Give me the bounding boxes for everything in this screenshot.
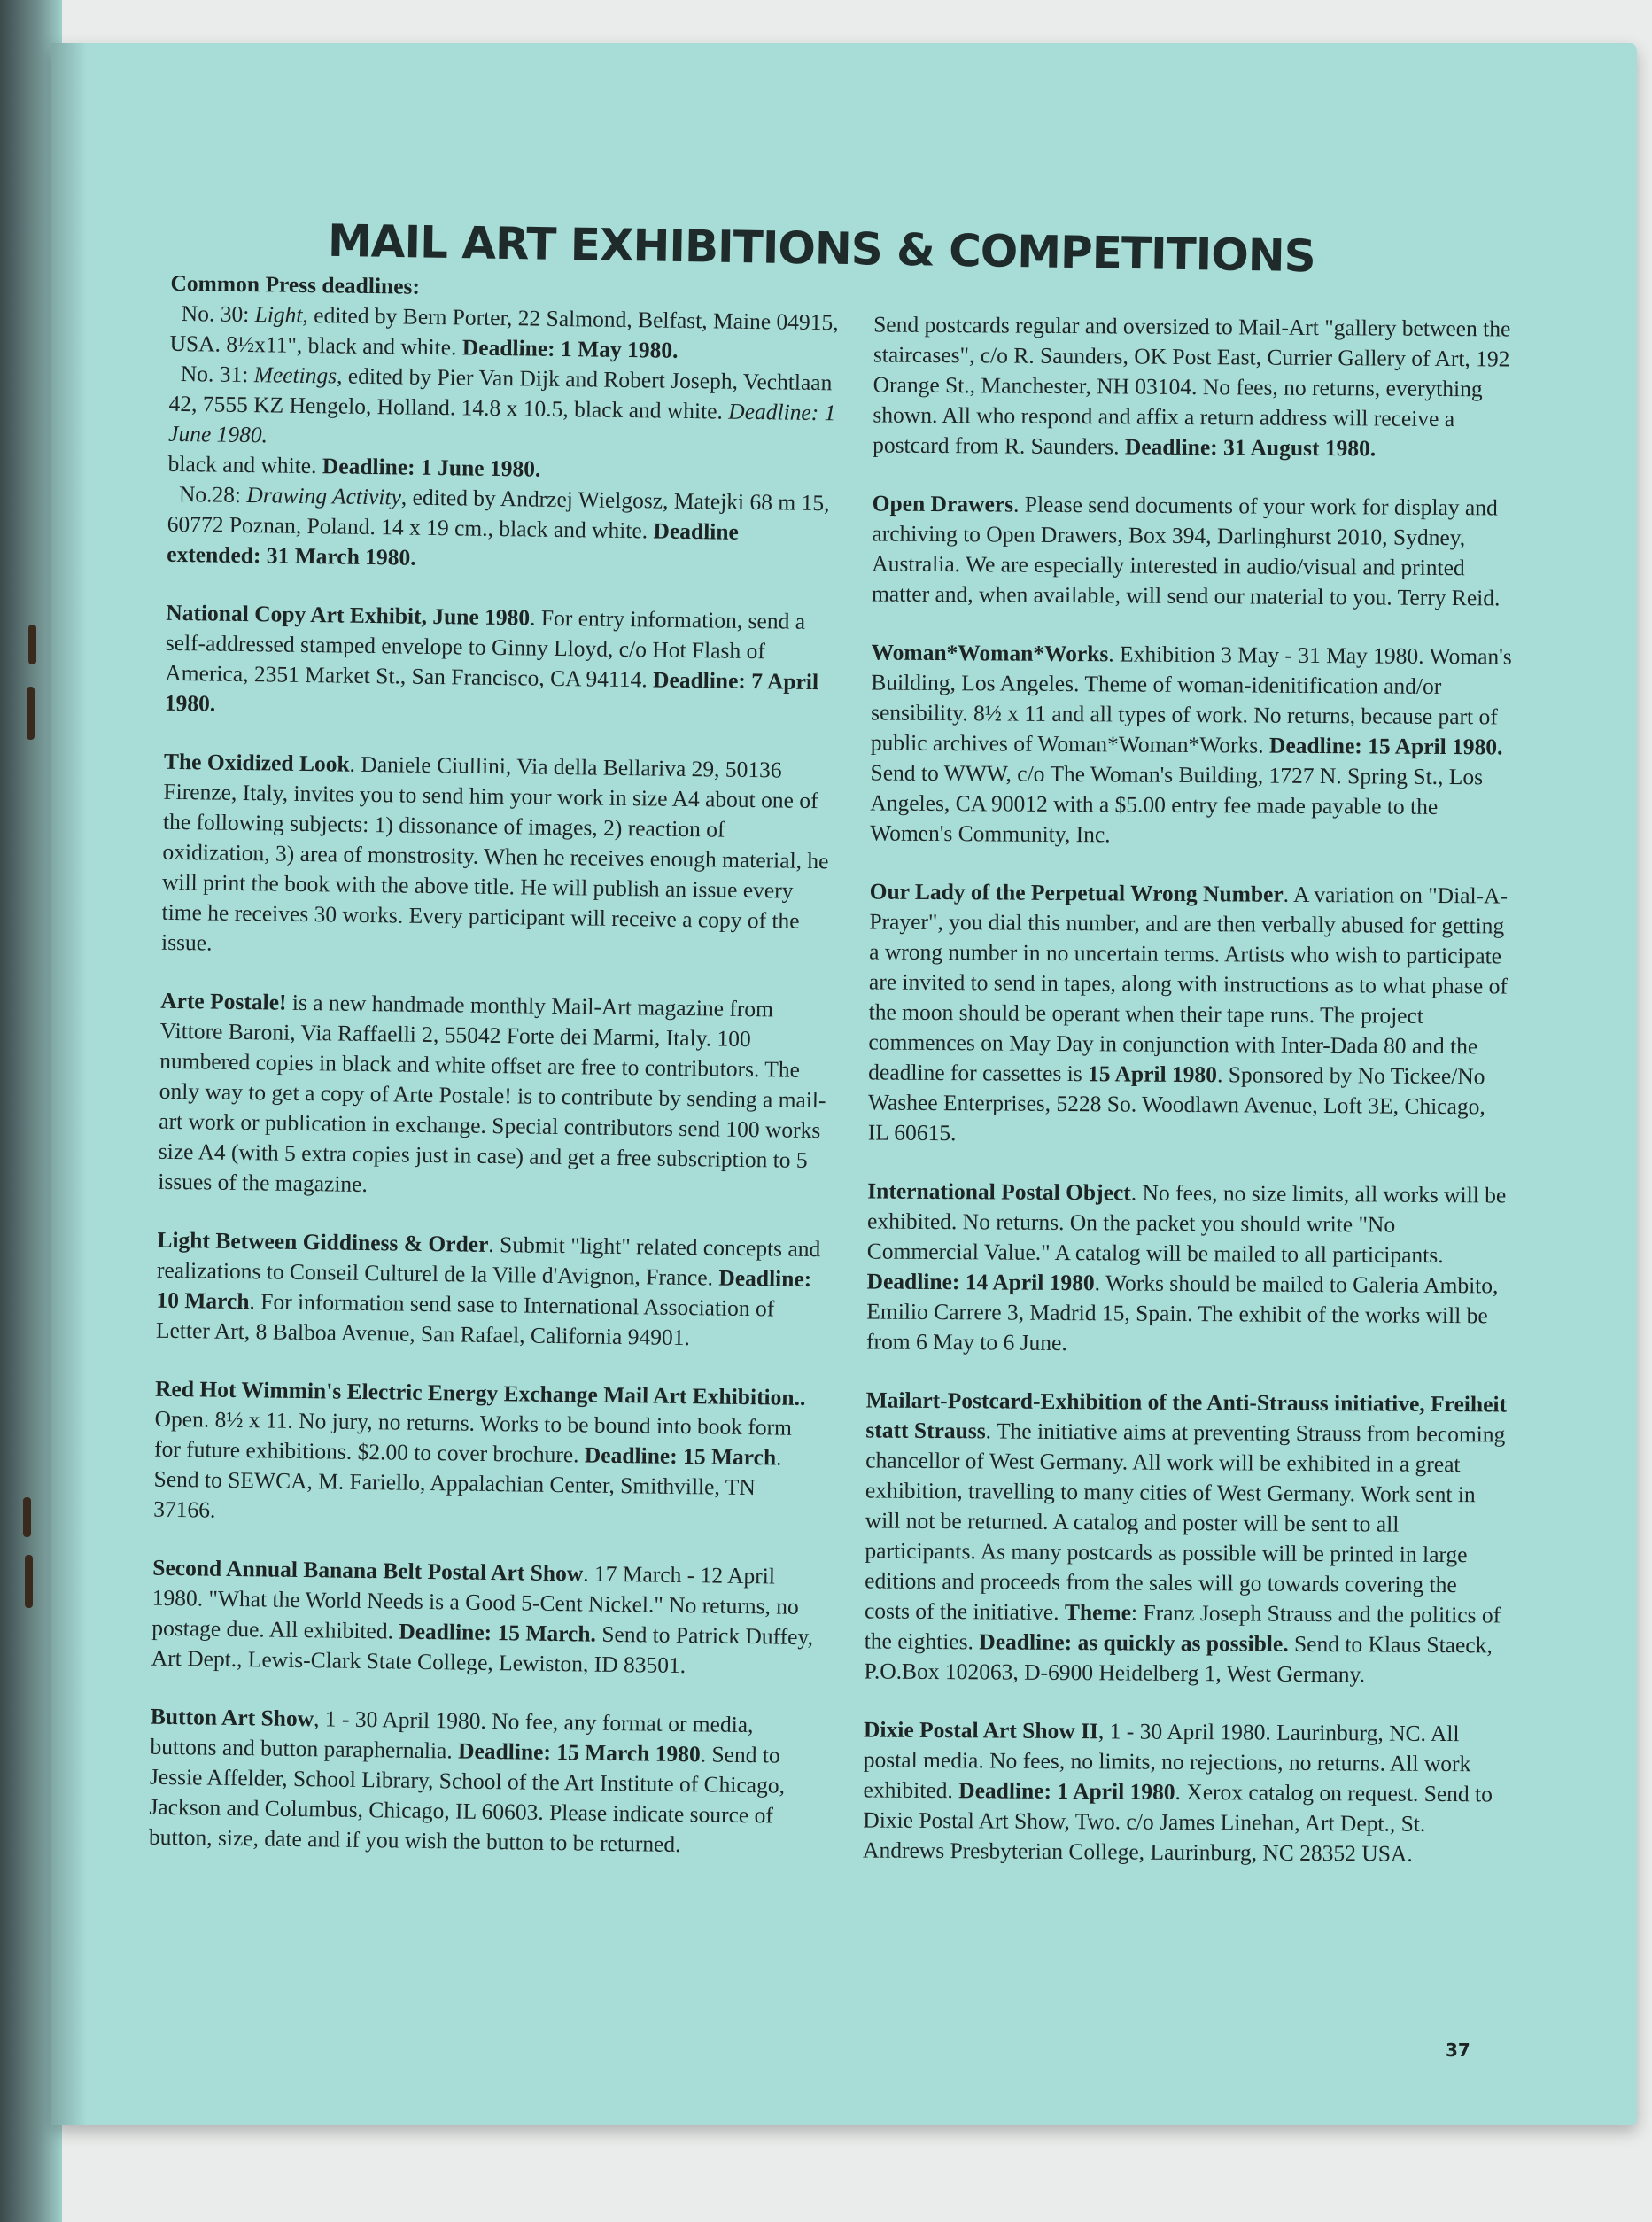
body-text: : Franz Joseph Strauss and the politics of the eighties.: [864, 1599, 1501, 1655]
listing-entry: [864, 1385, 1508, 1690]
bold-text: Open Drawers: [872, 490, 1014, 517]
body-text: . Exhibition 3 May - 31 May 1980. Woman's Building, Los Angeles. Theme of woman-idenitification and/or sensibility. 8½ x 11 and all types of work. No returns, because part of public archives of Woman*Woman*Works.: [870, 641, 1512, 758]
body-text: . The initiative aims at preventing Strauss from becoming chancellor of West Germany. All work will be exhibited in a great exhibition, travelling to many cities of West Germany. Work sent in will not be returned. A catalog and poster will be sent to all participants. As many postcards as possible will be printed in large editions and proceeds from the sales will go towards covering the costs of the initiative.: [864, 1418, 1506, 1626]
body-text: black and white.: [167, 450, 323, 479]
page-number: 37: [1446, 2039, 1470, 2061]
bold-text: Deadline: 15 March: [584, 1441, 777, 1471]
bold-text: Light Between Giddiness & Order: [157, 1226, 489, 1257]
bold-text: Deadline: 31 August 1980.: [1124, 433, 1377, 462]
listing-entry: [151, 1553, 822, 1683]
italic-text: Light: [254, 301, 303, 328]
listing-entry: [167, 268, 840, 579]
bold-text: Deadline: 10 March: [156, 1264, 812, 1315]
bold-text: 15 April 1980: [1087, 1060, 1218, 1088]
listing-entry: [153, 1374, 824, 1534]
body-text: Send to Patrick Duffey, Art Dept., Lewis-Clark State College, Lewiston, ID 83501.: [151, 1620, 814, 1679]
listing-paragraph: [167, 479, 836, 579]
bold-text: Deadline: 15 March.: [399, 1618, 597, 1647]
body-text: Send postcards regular and oversized to Mail-Art "gallery between the staircases", c/o R. Saunders, OK Post East, Currier Gallery of Art, 192 Orange St., Manchester, NH 03104. No fees, no returns, everything shown. All who respond and affix a return address will receive a postcard from R. Saunders.: [873, 311, 1511, 460]
body-text: . Sponsored by No Tickee/No Washee Enterprises, 5228 So. Woodlawn Avenue, Loft 3E, Chicago, IL 60615.: [867, 1061, 1485, 1146]
listing-paragraph: [169, 299, 839, 369]
left-column: [148, 268, 839, 1890]
listing-entry: [866, 1176, 1509, 1361]
body-text: . A variation on "Dial-A-Prayer", you dial this number, and are then verbally abused for getting a wrong number in no uncertain terms. Artists who wish to participate are invited to send in tapes, along with instructions as to what phase of the moon should be operant when their tape runs. The project commences on May Day in conjunction with Inter-Dada 80 and the deadline for cassettes is: [868, 881, 1509, 1087]
listing-entry: [868, 876, 1512, 1152]
body-text: . Daniele Ciullini, Via della Bellariva 29, 50136 Firenze, Italy, invites you to send him your work in size A4 about one of the following subjects: 1) dissonance of images, 2) reaction of oxidization, 3) area of monstrosity. When he receives enough material, he will print the book with the above title. He will publish an issue every time he receives 30 works. Every participant will receive a copy of the issue.: [160, 750, 829, 956]
listing-entry: [149, 1702, 819, 1862]
body-text: , 1 - 30 April 1980. No fee, any format or media, buttons and button paraphernalia.: [150, 1705, 754, 1764]
staple-mark: [28, 625, 36, 664]
body-text: . For information send sase to International Association of Letter Art, 8 Balboa Avenue, San Rafael, California 94901.: [155, 1288, 775, 1351]
listing-entry: [873, 309, 1516, 464]
bold-text: Second Annual Banana Belt Postal Art Show: [152, 1554, 584, 1587]
listing-entry: [158, 986, 829, 1207]
bold-text: Woman*Woman*Works: [871, 639, 1109, 667]
italic-text: Deadline: 1 June 1980.: [167, 398, 836, 448]
body-text: . Xerox catalog on request. Send to Dixie Postal Art Show, Two. c/o James Linehan, Art Dept., St. Andrews Presbyterian College, Laurinburg, NC 28352 USA.: [863, 1778, 1493, 1867]
body-text: Open. 8½ x 11. No jury, no returns. Works to be bound into book form for future exhibitions. $2.00 to cover brochure.: [153, 1405, 793, 1468]
right-column: [863, 309, 1516, 1898]
body-text: . For entry information, send a self-addressed stamped envelope to Ginny Lloyd, c/o Hot Flash of America, 2351 Market St., San Francisco, CA 94114.: [165, 604, 806, 693]
listing-entry: [870, 637, 1514, 852]
listing-entry: [161, 747, 833, 967]
body-text: . No fees, no size limits, all works will be exhibited. No returns. On the packet you should write "No Commercial Value." A catalog will be mailed to all participants.: [866, 1179, 1507, 1269]
bold-text: Our Lady of the Perpetual Wrong Number: [869, 878, 1284, 907]
body-text: , edited by Pier Van Dijk and Robert Joseph, Vechtlaan 42, 7555 KZ Hengelo, Holland. 14.8 x 10.5, black and white.: [168, 362, 833, 424]
listing-entry: [156, 1225, 826, 1356]
bold-text: Deadline: 1 May 1980.: [461, 334, 679, 363]
bold-text: Deadline: 15 March 1980: [457, 1737, 701, 1768]
page-title: MAIL ART EXHIBITIONS & COMPETITIONS: [327, 214, 1316, 282]
listing-paragraph: [864, 1385, 1508, 1690]
listing-paragraph: [161, 747, 833, 967]
bold-text: Deadline: 7 April 1980.: [164, 666, 819, 717]
listing-paragraph: [866, 1176, 1509, 1361]
body-text: . 17 March - 12 April 1980. "What the World Needs is a Good 5-Cent Nickel." No returns, no postage due. All exhibited.: [151, 1560, 799, 1644]
body-text: No. 30:: [169, 299, 255, 328]
body-text: , 1 - 30 April 1980. Laurinburg, NC. All postal media. No fees, no limits, no rejections, no returns. All work exhibited.: [863, 1718, 1471, 1804]
staple-mark: [23, 1497, 31, 1537]
listing-paragraph: [168, 359, 838, 459]
bold-text: Button Art Show: [150, 1703, 314, 1732]
listing-paragraph: [870, 637, 1514, 852]
listing-paragraph: [151, 1553, 822, 1683]
listing-paragraph: [153, 1374, 824, 1534]
bold-text: Deadline: 1 April 1980: [958, 1777, 1175, 1805]
bold-text: Mailart-Postcard-Exhibition of the Anti-Strauss initiative, Freiheit statt Strauss: [865, 1387, 1508, 1444]
listing-paragraph: [873, 309, 1516, 464]
staple-mark: [27, 687, 35, 740]
bold-text: Deadline: 15 April 1980.: [1268, 732, 1503, 760]
bold-text: Deadline: 1 June 1980.: [322, 453, 541, 482]
listing-entry: [165, 598, 835, 728]
body-text: Send to Klaus Staeck, P.O.Box 102063, D-6900 Heidelberg 1, West Germany.: [864, 1630, 1493, 1688]
staple-mark: [25, 1555, 33, 1608]
listing-paragraph: [872, 488, 1515, 613]
bold-text: Deadline: as quickly as possible.: [979, 1628, 1289, 1657]
listing-paragraph: [149, 1702, 819, 1862]
body-text: . Send to Jessie Affelder, School Library, School of the Art Institute of Chicago, Jackson and Columbus, Chicago, IL 60603. Please indicate source of button, size, date and if you wish the button to be returned.: [148, 1741, 786, 1858]
bold-text: Common Press deadlines:: [170, 269, 421, 299]
body-text: , edited by Bern Porter, 22 Salmond, Belfast, Maine 04915, USA. 8½x11", black and white.: [169, 301, 839, 361]
bold-text: Deadline: 14 April 1980: [866, 1268, 1095, 1296]
bold-text: Deadline extended: 31 March 1980.: [167, 517, 740, 571]
body-text: . Please send documents of your work for display and archiving to Open Drawers, Box 394, Darlinghurst 2010, Sydney, Australia. We are especially interested in audio/visual and printed matter and, when available, will send our material to you. Terry Reid.: [871, 491, 1501, 611]
italic-text: Meetings: [253, 361, 337, 389]
bold-text: Theme: [1064, 1599, 1132, 1626]
listing-entry: [863, 1714, 1506, 1869]
bold-text: Red Hot Wimmin's Electric Energy Exchange Mail Art Exhibition..: [154, 1375, 806, 1410]
bold-text: National Copy Art Exhibit, June 1980: [166, 599, 531, 631]
body-text: is a new handmade monthly Mail-Art magazine from Vittore Baroni, Via Raffaelli 2, 55042 Forte dei Marmi, Italy. 100 numbered copies in black and white offset are free to contributors. The only way to get a copy of Arte Postale! is to contribute by sending a mail-art work or publication in exchange. Special contributors send 100 works size A4 (with 5 extra copies just in case) and get a free subscription to 5 issues of the magazine.: [158, 989, 826, 1198]
listing-entry: [872, 488, 1515, 613]
body-text: Send to WWW, c/o The Woman's Building, 1727 N. Spring St., Los Angeles, CA 90012 with a $5.00 entry fee made payable to the Women's Community, Inc.: [870, 759, 1484, 848]
body-text: . Submit "light" related concepts and realizations to Conseil Culturel de la Ville d'Avignon, France.: [156, 1231, 821, 1291]
bold-text: International Postal Object: [867, 1177, 1131, 1206]
page-gutter: [51, 43, 87, 2125]
body-text: , edited by Andrzej Wielgosz, Matejki 68 m 15, 60772 Poznan, Poland. 14 x 19 cm., black and white.: [167, 484, 830, 544]
listing-paragraph: [158, 986, 829, 1207]
listing-paragraph: [863, 1714, 1506, 1869]
body-text: . Works should be mailed to Galeria Ambito, Emilio Carrere 3, Madrid 15, Spain. The exhibit of the works will be from 6 May to 6 June.: [866, 1270, 1499, 1356]
bold-text: Arte Postale!: [160, 987, 287, 1015]
body-text: . Send to SEWCA, M. Fariello, Appalachian Center, Smithville, TN 37166.: [152, 1444, 782, 1523]
bold-text: The Oxidized Look: [163, 748, 350, 777]
italic-text: Drawing Activity: [246, 482, 402, 510]
listing-paragraph: [868, 876, 1512, 1152]
body-text: No. 31:: [168, 360, 254, 388]
listing-paragraph: [156, 1225, 826, 1356]
body-text: No.28:: [167, 480, 247, 509]
listing-paragraph: [165, 598, 835, 728]
bold-text: Dixie Postal Art Show II: [863, 1716, 1099, 1744]
